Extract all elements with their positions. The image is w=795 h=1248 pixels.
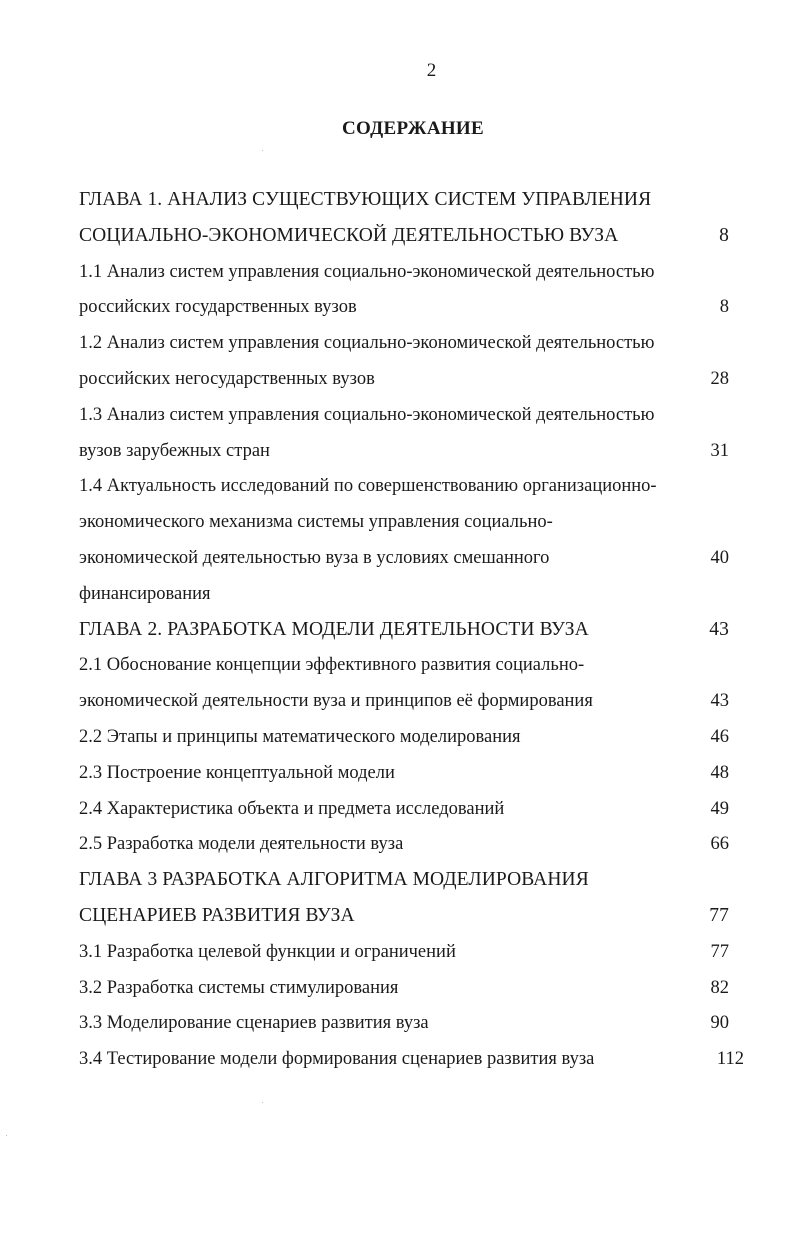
toc-entry-text: экономической деятельностью вуза в условиях смешанного	[79, 547, 550, 568]
toc-entry-text: 1.2 Анализ систем управления социально-экономической деятельностью	[79, 333, 655, 354]
toc-entry-text: 2.5 Разработка модели деятельности вуза	[79, 834, 404, 855]
toc-entry	[79, 437, 744, 473]
toc-entry-text: 3.2 Разработка системы стимулирования	[79, 977, 399, 998]
toc-entry	[79, 651, 744, 687]
toc-entry-page: 46	[710, 726, 729, 747]
page-title: СОДЕРЖАНИЕ	[342, 118, 484, 139]
toc-entry-text: вузов зарубежных стран	[79, 440, 270, 461]
toc-entry-text: 2.3 Построение концептуальной модели	[79, 762, 395, 783]
toc-entry-page: 31	[710, 440, 729, 461]
table-of-contents	[79, 186, 744, 1081]
toc-entry-page: 8	[719, 224, 729, 246]
toc-entry-text: ГЛАВА 1. АНАЛИЗ СУЩЕСТВУЮЩИХ СИСТЕМ УПРАВЛЕНИЯ	[79, 189, 652, 210]
toc-entry	[79, 293, 744, 329]
toc-entry-page: 43	[709, 618, 729, 640]
toc-entry	[79, 759, 744, 795]
toc-entry-page: 28	[710, 368, 729, 389]
toc-entry-text: экономической деятельности вуза и принципов её формирования	[79, 691, 593, 712]
scan-speck	[262, 1102, 263, 1103]
toc-entry	[79, 1009, 744, 1045]
toc-entry-page: 77	[709, 904, 729, 926]
toc-entry	[79, 329, 744, 365]
toc-entry-text: российских негосударственных вузов	[79, 368, 375, 389]
toc-entry	[79, 974, 744, 1010]
toc-entry	[79, 580, 744, 616]
toc-entry	[79, 544, 744, 580]
scan-speck	[262, 150, 263, 151]
toc-entry-page: 40	[710, 547, 729, 568]
toc-entry	[79, 687, 744, 723]
toc-entry	[79, 222, 744, 258]
toc-entry	[79, 186, 744, 222]
toc-entry	[79, 616, 744, 652]
toc-entry-page: 112	[716, 1049, 744, 1070]
toc-entry	[79, 508, 744, 544]
toc-entry-page: 77	[710, 941, 729, 962]
toc-entry-text: финансирования	[79, 583, 211, 604]
toc-entry-text: российских государственных вузов	[79, 297, 357, 318]
toc-entry-page: 66	[710, 834, 729, 855]
toc-entry	[79, 795, 744, 831]
scan-speck	[6, 1135, 7, 1136]
toc-entry-page: 43	[710, 691, 729, 712]
toc-entry-text: СЦЕНАРИЕВ РАЗВИТИЯ ВУЗА	[79, 904, 355, 926]
toc-entry	[79, 365, 744, 401]
toc-entry-text: 2.1 Обоснование концепции эффективного развития социально-	[79, 655, 585, 676]
toc-entry	[79, 866, 744, 902]
toc-entry-page: 82	[710, 977, 729, 998]
toc-entry-text: экономического механизма системы управления социально-	[79, 512, 553, 533]
toc-entry-text: 3.1 Разработка целевой функции и ограничений	[79, 941, 456, 962]
toc-entry-text: 1.1 Анализ систем управления социально-экономической деятельностью	[79, 261, 655, 282]
toc-entry-page: 49	[710, 798, 729, 819]
toc-entry-text: 1.3 Анализ систем управления социально-экономической деятельностью	[79, 404, 655, 425]
toc-entry-text: ГЛАВА 2. РАЗРАБОТКА МОДЕЛИ ДЕЯТЕЛЬНОСТИ ВУЗА	[79, 618, 589, 640]
toc-entry-text: ГЛАВА 3 РАЗРАБОТКА АЛГОРИТМА МОДЕЛИРОВАНИЯ	[79, 869, 589, 891]
toc-entry-text: 3.4 Тестирование модели формирования сценариев развития вуза	[79, 1049, 595, 1070]
toc-entry	[79, 401, 744, 437]
toc-entry-page: 48	[710, 762, 729, 783]
toc-entry	[79, 472, 744, 508]
page-number: 2	[426, 60, 437, 81]
toc-entry	[79, 258, 744, 294]
toc-entry	[79, 902, 744, 938]
toc-entry-text: 3.3 Моделирование сценариев развития вуза	[79, 1013, 429, 1034]
toc-entry-text: 2.4 Характеристика объекта и предмета исследований	[79, 798, 505, 819]
toc-entry	[79, 830, 744, 866]
toc-entry	[79, 1045, 744, 1081]
toc-entry-text: 2.2 Этапы и принципы математического моделирования	[79, 726, 521, 747]
toc-entry	[79, 938, 744, 974]
toc-entry-text: 1.4 Актуальность исследований по совершенствованию организационно-	[79, 476, 657, 497]
toc-entry-page: 8	[719, 297, 729, 318]
toc-entry-text: СОЦИАЛЬНО-ЭКОНОМИЧЕСКОЙ ДЕЯТЕЛЬНОСТЬЮ ВУЗА	[79, 224, 619, 246]
toc-entry	[79, 723, 744, 759]
toc-entry-page: 90	[710, 1013, 729, 1034]
